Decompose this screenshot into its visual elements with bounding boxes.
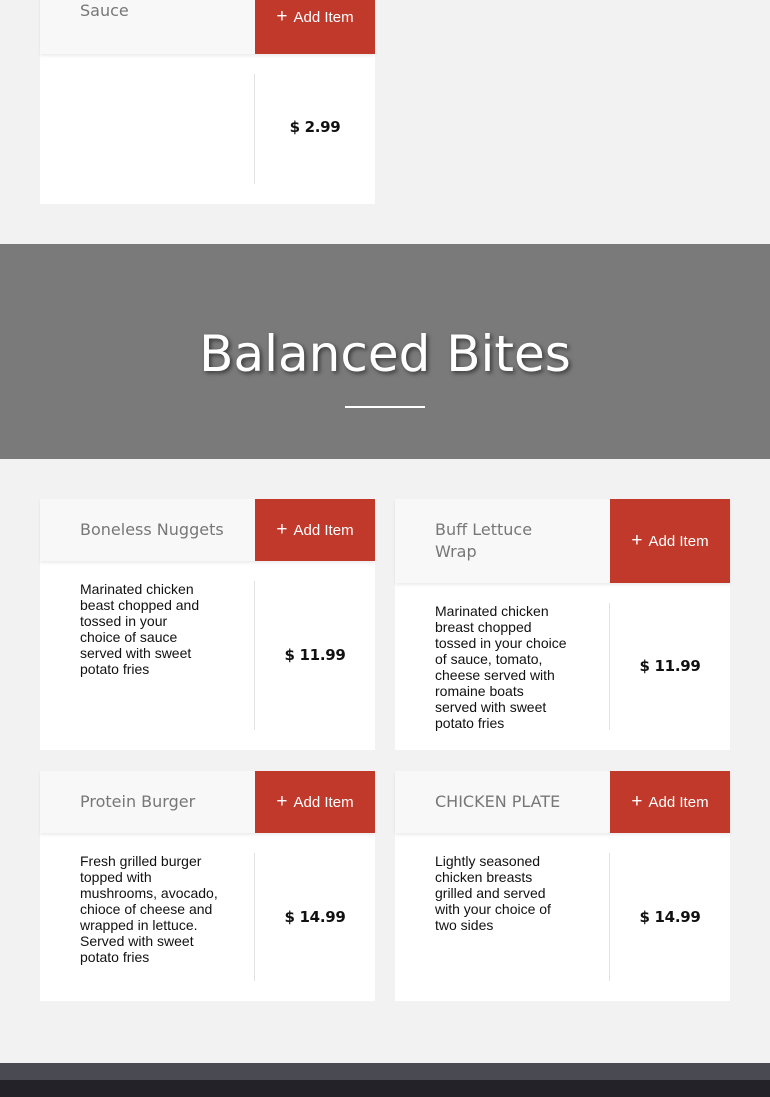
- menu-item-body: [40, 54, 375, 204]
- menu-item-header: [40, 0, 375, 54]
- add-item-button[interactable]: [610, 499, 730, 583]
- plus-icon: +: [631, 790, 643, 812]
- menu-item-body: [40, 833, 375, 1001]
- menu-item-name: Boneless Nuggets: [80, 520, 224, 539]
- menu-item-price: $ 14.99: [284, 908, 346, 926]
- menu-item-description: Lightly seasoned chicken breasts grilled and served with your choice of two sides: [435, 853, 551, 933]
- add-item-label: Add Item: [293, 793, 354, 811]
- section-title: Balanced Bites: [199, 325, 571, 383]
- menu-item-header: [40, 499, 375, 561]
- menu-item-name: CHICKEN PLATE: [435, 792, 561, 811]
- menu-item-name: Protein Burger: [80, 792, 196, 811]
- add-item-button[interactable]: [610, 771, 730, 833]
- menu-item-header: [40, 771, 375, 833]
- add-item-label: Add Item: [648, 532, 709, 550]
- menu-item-card: [40, 0, 375, 204]
- menu-item-card: [40, 499, 375, 750]
- add-item-label: Add Item: [293, 8, 354, 26]
- add-item-button[interactable]: [255, 771, 375, 833]
- menu-item-name: Buff Lettuce Wrap: [435, 520, 533, 561]
- menu-item-body: [395, 833, 730, 1001]
- menu-item-description: Marinated chicken beast chopped and tossed in your choice of sauce served with sweet potato fries: [80, 581, 200, 677]
- menu-item-header: [395, 771, 730, 833]
- menu-item-description: Fresh grilled burger topped with mushrooms, avocado, chioce of cheese and wrapped in lettuce. Served with sweet potato fries: [80, 853, 218, 965]
- add-item-button[interactable]: [255, 0, 375, 54]
- menu-item-card: [40, 771, 375, 1001]
- menu-item-description: Marinated chicken breast chopped tossed in your choice of sauce, tomato, cheese served with romaine boats served with sweet potato fries: [435, 603, 567, 731]
- menu-item-card: [395, 771, 730, 1001]
- plus-icon: +: [276, 518, 288, 540]
- menu-item-card: [395, 499, 730, 750]
- plus-icon: +: [276, 790, 288, 812]
- plus-icon: +: [276, 5, 288, 27]
- menu-item-header: [395, 499, 730, 583]
- footer-top-band: [0, 1063, 770, 1080]
- menu-item-price: $ 14.99: [639, 908, 701, 926]
- add-item-label: Add Item: [293, 521, 354, 539]
- title-underline: [345, 406, 425, 408]
- add-item-button[interactable]: [255, 499, 375, 561]
- add-item-label: Add Item: [648, 793, 709, 811]
- menu-item-price: $ 11.99: [284, 646, 346, 664]
- menu-item-price: $ 11.99: [639, 657, 701, 675]
- menu-item-name: Sauce: [80, 1, 129, 20]
- section-banner: [0, 244, 770, 459]
- plus-icon: +: [631, 529, 643, 551]
- menu-item-price: $ 2.99: [289, 118, 341, 136]
- menu-item-body: [40, 561, 375, 750]
- menu-item-body: [395, 583, 730, 750]
- footer: [0, 1080, 770, 1097]
